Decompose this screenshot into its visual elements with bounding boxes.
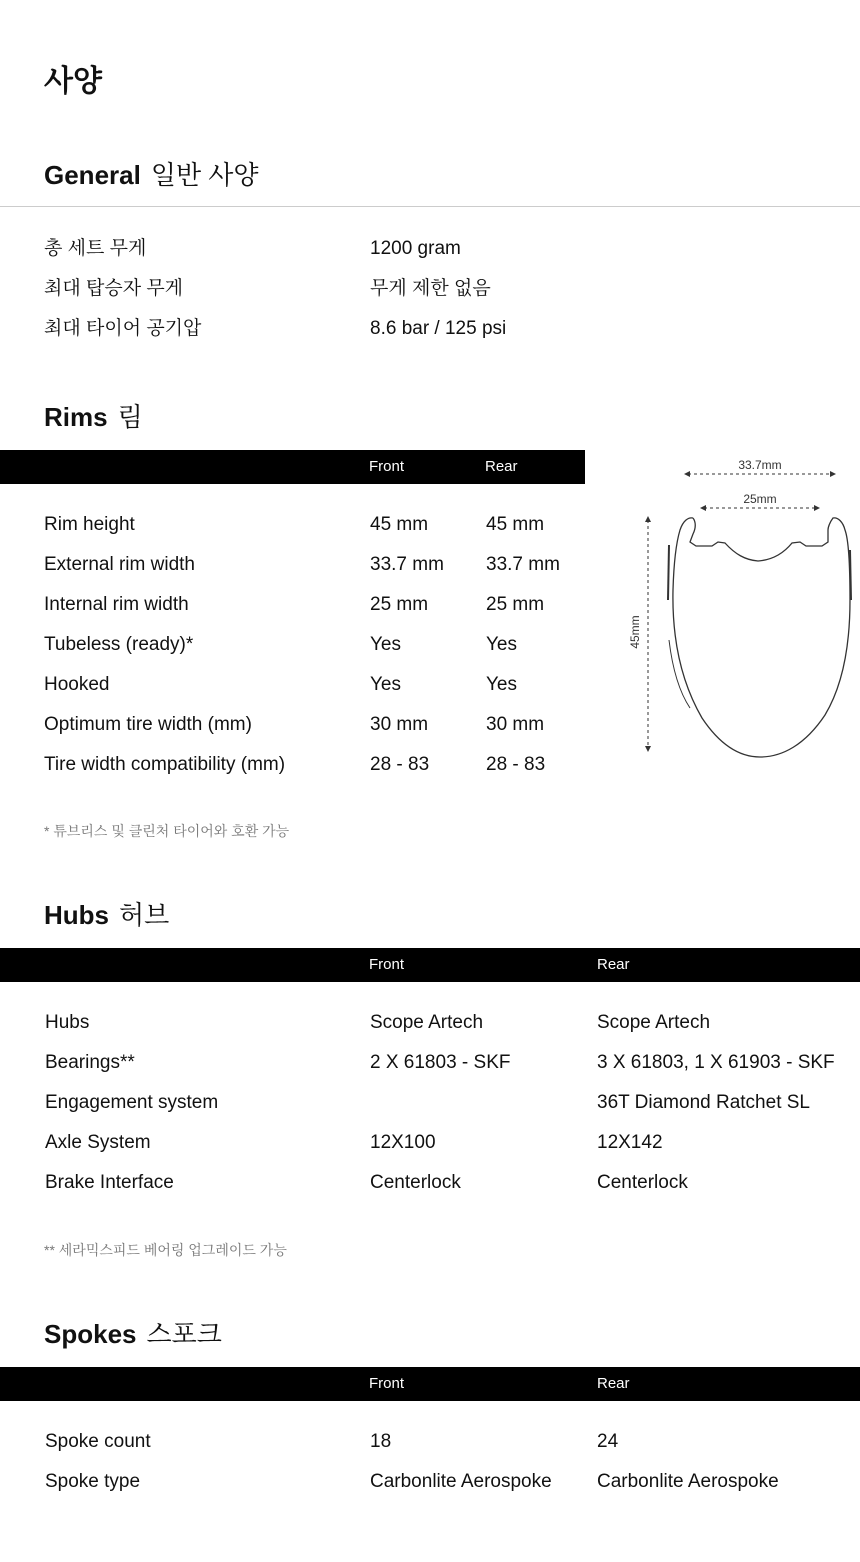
hubs-row-front: Centerlock [370,1172,461,1193]
rims-row-label: Tubeless (ready)* [44,634,194,655]
rim-height-label: 45mm [628,615,642,649]
rims-col-front: Front [369,458,405,475]
rims-row-front: Yes [370,674,401,695]
general-row-value: 8.6 bar / 125 psi [370,318,507,339]
hubs-row-front: 2 X 61803 - SKF [370,1052,511,1073]
rims-section-title [44,400,143,434]
general-row-value: 무게 제한 없음 [370,278,491,299]
rims-row-front: 45 mm [370,514,429,535]
rims-row-rear: 33.7 mm [486,554,560,575]
rims-row-label: Internal rim width [44,594,189,615]
spokes-section-title [44,1317,222,1351]
spokes-title-en: Spokes [44,1319,137,1349]
hubs-row-front: 12X100 [370,1132,436,1153]
hubs-row-rear: Scope Artech [597,1012,711,1033]
hubs-table-header [0,948,860,982]
hubs-row-label: Bearings** [45,1052,135,1073]
spokes-col-front: Front [369,1375,405,1392]
rims-row-front: 30 mm [370,714,429,735]
rims-title-en: Rims [44,402,108,432]
spokes-title-ko: 스포크 [146,1319,222,1349]
hubs-row-rear: 3 X 61803, 1 X 61903 - SKF [597,1052,835,1073]
spokes-row-label: Spoke type [45,1471,141,1492]
page-title: 사양 [44,65,102,98]
hubs-row-front: Scope Artech [370,1012,484,1033]
rims-title-ko: 림 [117,402,143,432]
hubs-row-label: Brake Interface [45,1172,174,1193]
internal-width-label: 25mm [743,492,777,506]
rims-row-rear: 28 - 83 [486,754,546,775]
general-title-en: General [44,160,141,190]
hubs-title-en: Hubs [44,900,109,930]
general-section-title [44,158,259,192]
rims-col-rear: Rear [485,458,518,475]
rims-row-front: 33.7 mm [370,554,444,575]
rims-row-label: Rim height [44,514,135,535]
rims-row-front: 28 - 83 [370,754,430,775]
external-width-label: 33.7mm [738,458,782,472]
general-row-value: 1200 gram [370,238,461,259]
spokes-row-label: Spoke count [45,1431,151,1452]
hubs-row-rear: 12X142 [597,1132,663,1153]
hubs-section-title [44,898,169,932]
hubs-row-label: Axle System [45,1132,151,1153]
spokes-table-header [0,1367,860,1401]
hubs-title-ko: 허브 [119,900,170,930]
rims-row-front: Yes [370,634,401,655]
rims-row-rear: 45 mm [486,514,545,535]
general-row-label: 최대 탑승자 무게 [44,278,184,299]
rims-row-rear: Yes [486,674,517,695]
spokes-col-rear: Rear [597,1375,630,1392]
rim-profile-diagram [600,450,860,770]
rims-row-rear: Yes [486,634,517,655]
hubs-footnote: ** 세라믹스피드 베어링 업그레이드 가능 [44,1242,287,1258]
rims-row-label: Optimum tire width (mm) [44,714,252,735]
rims-row-rear: 25 mm [486,594,545,615]
rims-table-header [0,450,585,484]
general-title-ko: 일반 사양 [150,160,259,190]
spokes-row-front: Carbonlite Aerospoke [370,1471,552,1492]
rim-profile-outline [668,518,851,757]
rims-row-label: Tire width compatibility (mm) [44,754,286,775]
rims-row-front: 25 mm [370,594,429,615]
rims-row-label: Hooked [44,674,110,695]
rims-footnote: * 튜브리스 및 클린처 타이어와 호환 가능 [44,823,290,839]
general-row-label: 최대 타이어 공기압 [44,318,202,339]
rims-row-rear: 30 mm [486,714,545,735]
dimension-lines [648,474,832,748]
hubs-row-rear: Centerlock [597,1172,688,1193]
general-row-label: 총 세트 무게 [44,238,147,259]
spokes-row-rear: 24 [597,1431,619,1452]
hubs-row-label: Engagement system [45,1092,219,1113]
hubs-row-label: Hubs [45,1012,90,1033]
spokes-row-front: 18 [370,1431,392,1452]
spokes-row-rear: Carbonlite Aerospoke [597,1471,779,1492]
rims-row-label: External rim width [44,554,195,575]
general-divider [0,206,860,207]
hubs-col-front: Front [369,956,405,973]
hubs-row-rear: 36T Diamond Ratchet SL [597,1092,810,1113]
hubs-col-rear: Rear [597,956,630,973]
